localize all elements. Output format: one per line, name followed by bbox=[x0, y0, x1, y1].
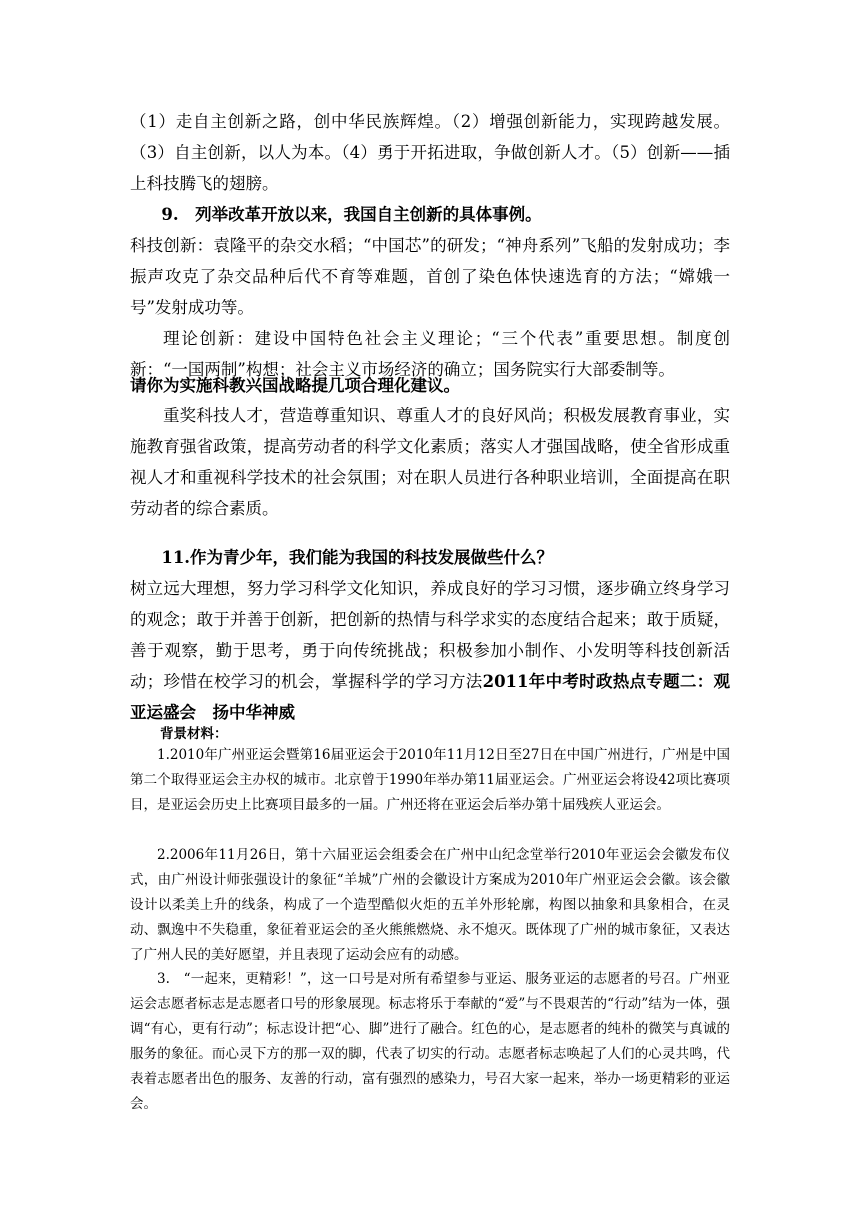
topic-title: 2011年中考时政热点专题二：观亚运盛会 扬中华神威 bbox=[130, 672, 730, 722]
background-item-2: 2.2006年11月26日，第十六届亚运会组委会在广州中山纪念堂举行2010年亚运会会徽发布仪式，由广州设计师张强设计的象征“羊城”广州的会徽设计方案成为2010年广州亚运会会徽。该会徽设计以柔美上升的线条，构成了一个造型酷似火炬的五羊外形轮廓，构图以抽象和具象相合，在灵动、飘逸中不失稳重，象征着亚运会的圣火熊熊燃烧、永不熄灭。既体现了广州的城市象征，又表达了广州人民的美好愿望，并且表现了运动会应有的动感。 bbox=[130, 847, 730, 963]
background-item-3: 3. “一起来，更精彩！”，这一口号是对所有希望参与亚运、服务亚运的志愿者的号召。广州亚运会志愿者标志是志愿者口号的形象展现。标志将乐于奉献的“爱”与不畏艰苦的“行动”结为一体，强调“有心，更有行动”；标志设计把“心、脚”进行了融合。红色的心，是志愿者的纯朴的微笑与真诚的服务的象征。而心灵下方的那一双的脚，代表了切实的行动。志愿者标志唤起了人们的心灵共鸣，代表着志愿者出色的服务、友善的行动，富有强烈的感染力，号召大家一起来，举办一场更精彩的亚运会。 bbox=[130, 971, 730, 1112]
question-10-heading: 请你为实施科教兴国战略提几项合理化建议。 bbox=[130, 376, 460, 395]
question-11-answer-text: 树立远大理想，努力学习科学文化知识，养成良好的学习习惯，逐步确立终身学习的观念；敢于并善于创新，把创新的热情与科学求实的态度结合起来；敢于质疑，善于观察，勤于思考，勇于向传统挑战；积极参加小制作、小发明等科技创新活动；珍惜在校学习的机会，掌握科学的学习方法 bbox=[130, 579, 730, 691]
theory-innovation-paragraph: 理论创新：建设中国特色社会主义理论；“三个代表”重要思想。制度创新：“一国两制”构想；社会主义市场经济的确立；国务院实行大部委制等。 bbox=[130, 329, 730, 379]
tech-innovation-paragraph: 科技创新：袁隆平的杂交水稻；“中国芯”的研发；“神舟系列”飞船的发射成功；李振声攻克了杂交品种后代不育等难题，首创了染色体快速选育的方法；“嫦娥一号”发射成功等。 bbox=[130, 236, 730, 317]
question-11-heading: 11.作为青少年，我们能为我国的科技发展做些什么？ bbox=[161, 548, 554, 567]
question-9-heading: 9. 列举改革开放以来，我国自主创新的具体事例。 bbox=[161, 205, 542, 224]
question-11-answer bbox=[130, 573, 730, 728]
background-label: 背景材料： bbox=[160, 726, 228, 742]
innovation-slogans-paragraph: （1）走自主创新之路，创中华民族辉煌。（2）增强创新能力，实现跨越发展。（3）自主创新，以人为本。（4）勇于开拓进取，争做创新人才。（5）创新——插上科技腾飞的翅膀。 bbox=[130, 112, 730, 193]
question-10-answer: 重奖科技人才，营造尊重知识、尊重人才的良好风尚；积极发展教育事业，实施教育强省政策，提高劳动者的科学文化素质；落实人才强国战略，使全省形成重视人才和重视科学技术的社会氛围；对在职人员进行各种职业培训，全面提高在职劳动者的综合素质。 bbox=[130, 406, 730, 518]
background-item-1: 1.2010年广州亚运会暨第16届亚运会于2010年11月12日至27日在中国广州进行，广州是中国第二个取得亚运会主办权的城市。北京曾于1990年举办第11届亚运会。广州亚运会将设42项比赛项目，是亚运会历史上比赛项目最多的一届。广州还将在亚运会后举办第十届残疾人亚运会。 bbox=[130, 747, 730, 813]
